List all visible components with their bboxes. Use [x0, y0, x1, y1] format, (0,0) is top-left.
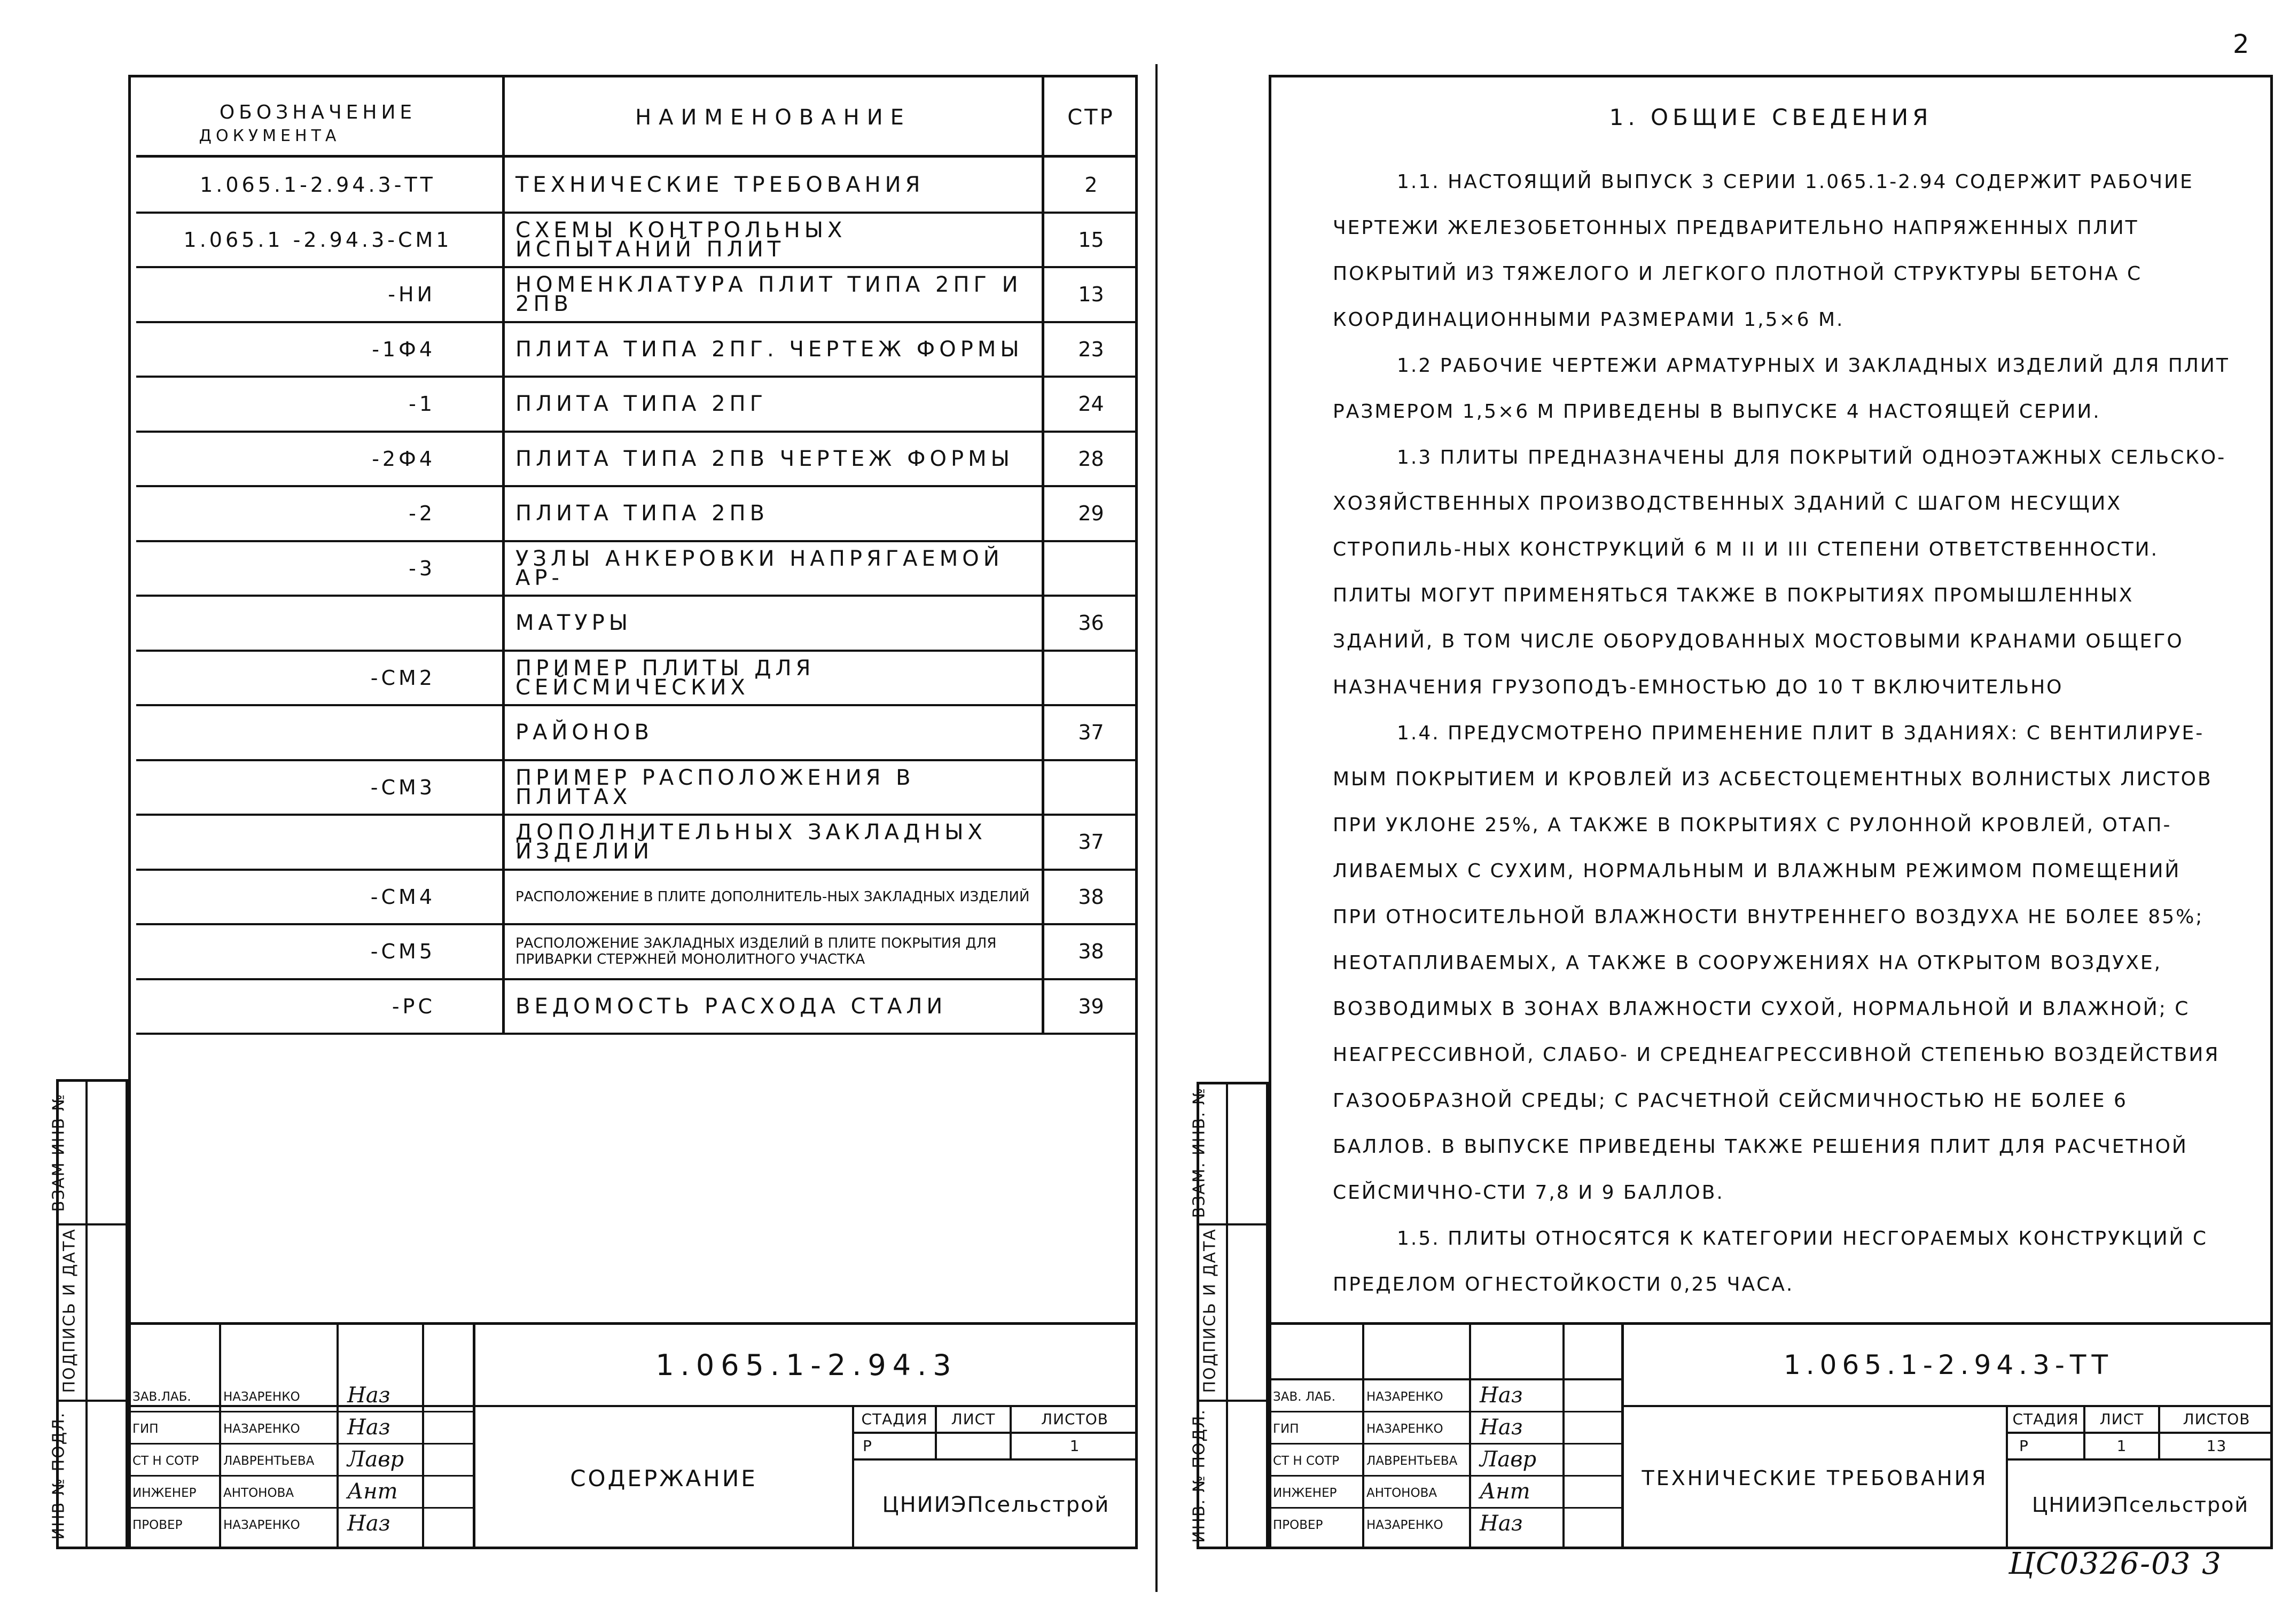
stamp-vzam-right: ВЗАМ. ИНВ. № [1190, 1087, 1209, 1219]
right-stage-label: СТАДИЯ [2012, 1410, 2079, 1428]
left-stage-label: СТАДИЯ [861, 1410, 928, 1428]
right-sheets-label: ЛИСТОВ [2183, 1410, 2250, 1428]
paragraph-3: 1.3 ПЛИТЫ ПРЕДНАЗНАЧЕНЫ ДЛЯ ПОКРЫТИЙ ОДНОЭТАЖНЫХ СЕЛЬСКО-ХОЗЯЙСТВЕННЫХ ПРОИЗВОДСТВЕННЫХ ЗДАНИЙ С ШАГОМ НЕСУЩИХ СТРОПИЛЬ-НЫХ КОНСТРУКЦИЙ 6 М II И III СТЕПЕНИ ОТВЕТСТВЕННОСТИ. ПЛИТЫ МОГУТ ПРИМЕНЯТЬСЯ ТАКЖЕ В ПОКРЫТИЯХ ПРОМЫШЛЕННЫХ ЗДАНИЙ, В ТОМ ЧИСЛЕ ОБОРУДОВАННЫХ МОСТОВЫМИ КРАНАМИ ОБЩЕГО НАЗНАЧЕНИЯ ГРУЗОПОДЪ-ЕМНОСТЬЮ ДО 10 Т ВКЛЮЧИТЕЛЬНО [1333, 447, 2226, 698]
signature: Лавр [1480, 1447, 1537, 1472]
left-doc-title: СОДЕРЖАНИЕ [570, 1465, 757, 1492]
toc-name: ДОПОЛНИТЕЛЬНЫХ ЗАКЛАДНЫХ ИЗДЕЛИЙ [515, 820, 987, 864]
stamp-vzam: ВЗАМ ИНВ № [49, 1093, 68, 1212]
toc-designation: -1Ф4 [372, 337, 435, 361]
toc-page [1044, 541, 1138, 596]
staff-name: НАЗАРЕНКО [1366, 1390, 1443, 1404]
toc-name: ВЕДОМОСТЬ РАСХОДА СТАЛИ [515, 994, 947, 1019]
toc-page: 13 [1078, 283, 1104, 307]
right-stage: Р [2019, 1437, 2029, 1455]
toc-name: РАСПОЛОЖЕНИЕ В ПЛИТЕ ДОПОЛНИТЕЛЬ-НЫХ ЗАКЛАДНЫХ ИЗДЕЛИЙ [515, 888, 1030, 905]
toc-designation: -РС [392, 994, 435, 1018]
toc-name: ПЛИТА ТИПА 2ПГ [515, 392, 768, 417]
toc-designation: -2 [409, 502, 435, 526]
staff-name: НАЗАРЕНКО [223, 1518, 300, 1532]
toc-page: 28 [1078, 447, 1104, 471]
toc-page [1044, 651, 1138, 706]
signature: Наз [347, 1511, 390, 1536]
staff-role: СТ Н СОТР [1273, 1454, 1340, 1468]
left-doc-code: 1.065.1-2.94.3 [655, 1348, 958, 1382]
signature: Наз [1480, 1415, 1523, 1440]
staff-role: СТ Н СОТР [132, 1454, 199, 1468]
staff-name: НАЗАРЕНКО [223, 1390, 300, 1404]
right-doc-code: 1.065.1-2.94.3-ТТ [1783, 1349, 2114, 1380]
right-doc-title: ТЕХНИЧЕСКИЕ ТРЕБОВАНИЯ [1642, 1466, 1988, 1490]
sheet-separator [1155, 64, 1158, 1592]
staff-role: ГИП [132, 1422, 159, 1436]
toc-page: 36 [1078, 611, 1104, 635]
toc-page: 23 [1078, 337, 1104, 361]
left-sheet-label: ЛИСТ [951, 1410, 996, 1428]
toc-name: СХЕМЫ КОНТРОЛЬНЫХ ИСПЫТАНИЙ ПЛИТ [515, 217, 847, 262]
toc-designation: -СМ3 [370, 775, 435, 799]
toc-designation: -1 [409, 392, 435, 416]
staff-role: ИНЖЕНЕР [1273, 1486, 1337, 1500]
header-name: НАИМЕНОВАНИЕ [635, 105, 911, 130]
toc-page: 15 [1078, 228, 1104, 252]
staff-role: ЗАВ.ЛАБ. [132, 1390, 191, 1404]
toc-designation: 1.065.1-2.94.3-ТТ [200, 173, 436, 197]
right-sheet-label: ЛИСТ [2099, 1410, 2144, 1428]
toc-designation: -НИ [388, 283, 435, 307]
staff-role: ГИП [1273, 1422, 1299, 1436]
left-sheet: 1 [1069, 1437, 1080, 1455]
toc-designation: -3 [409, 556, 435, 580]
staff-name: НАЗАРЕНКО [1366, 1518, 1443, 1532]
staff-role: ЗАВ. ЛАБ. [1273, 1390, 1335, 1404]
stamp-inv-right: ИНВ. № ПОДЛ. [1190, 1408, 1209, 1543]
toc-page: 24 [1078, 392, 1104, 416]
toc-designation: -СМ5 [370, 940, 435, 964]
toc-page: 38 [1078, 940, 1104, 964]
toc-page: 37 [1078, 721, 1104, 745]
page-number: 2 [2233, 29, 2249, 59]
toc-name: МАТУРЫ [515, 611, 632, 636]
stamp-podpis-right: ПОДПИСЬ И ДАТА [1200, 1228, 1220, 1393]
staff-name: НАЗАРЕНКО [223, 1422, 300, 1436]
toc-name: ПРИМЕР ПЛИТЫ ДЛЯ СЕЙСМИЧЕСКИХ [515, 655, 815, 700]
toc-name: РАСПОЛОЖЕНИЕ ЗАКЛАДНЫХ ИЗДЕЛИЙ В ПЛИТЕ ПОКРЫТИЯ ДЛЯ ПРИВАРКИ СТЕРЖНЕЙ МОНОЛИТНОГО УЧАСТКА [515, 935, 997, 968]
staff-name: АНТОНОВА [1366, 1486, 1437, 1500]
signature: Лавр [347, 1447, 404, 1472]
section-title: 1. ОБЩИЕ СВЕДЕНИЯ [1609, 104, 1933, 130]
toc-page: 37 [1078, 830, 1104, 854]
toc-designation: -СМ2 [370, 666, 435, 690]
toc-designation [136, 596, 435, 651]
toc-designation [136, 705, 435, 760]
right-sheet: 1 [2116, 1437, 2127, 1455]
staff-name: ЛАВРЕНТЬЕВА [223, 1454, 315, 1468]
signature: Наз [1480, 1383, 1523, 1408]
paragraph-5: 1.5. ПЛИТЫ ОТНОСЯТСЯ К КАТЕГОРИИ НЕСГОРАЕМЫХ КОНСТРУКЦИЙ С ПРЕДЕЛОМ ОГНЕСТОЙКОСТИ 0,25 ЧАСА. [1333, 1228, 2208, 1295]
stamp-podpis: ПОДПИСЬ И ДАТА [60, 1228, 79, 1393]
staff-role: ИНЖЕНЕР [132, 1486, 197, 1500]
signature: Ант [1480, 1479, 1530, 1504]
signature: Ант [347, 1479, 398, 1504]
toc-page: 2 [1084, 173, 1098, 197]
header-designation-2: ДОКУМЕНТА [199, 126, 341, 145]
stamp-inv: ИНВ № ПОДЛ. [49, 1411, 68, 1540]
toc-page: 39 [1078, 994, 1104, 1018]
paragraph-4: 1.4. ПРЕДУСМОТРЕНО ПРИМЕНЕНИЕ ПЛИТ В ЗДАНИЯХ: С ВЕНТИЛИРУЕ-МЫМ ПОКРЫТИЕМ И КРОВЛЕЙ ИЗ АСБЕСТОЦЕМЕНТНЫХ ВОЛНИСТЫХ ЛИСТОВ ПРИ УКЛОНЕ 25%, А ТАКЖЕ В ПОКРЫТИЯХ С РУЛОННОЙ КРОВЛЕЙ, ОТАП-ЛИВАЕМЫХ С СУХИМ, НОРМАЛЬНЫМ И ВЛАЖНЫМ РЕЖИМОМ ПОМЕЩЕНИЙ ПРИ ОТНОСИТЕЛЬНОЙ ВЛАЖНОСТИ ВНУТРЕННЕГО ВОЗДУХА НЕ БОЛЕЕ 85%; НЕОТАПЛИВАЕМЫХ, А ТАКЖЕ В СООРУЖЕНИЯХ НА ОТКРЫТОМ ВОЗДУХЕ, ВОЗВОДИМЫХ В ЗОНАХ ВЛАЖНОСТИ СУХОЙ, НОРМАЛЬНОЙ И ВЛАЖНОЙ; С НЕАГРЕССИВНОЙ, СЛАБО- И СРЕДНЕАГРЕССИВНОЙ СТЕПЕНЬЮ ВОЗДЕЙСТВИЯ ГАЗООБРАЗНОЙ СРЕДЫ; С РАСЧЕТНОЙ СЕЙСМИЧНОСТЬЮ НЕ БОЛЕЕ 6 БАЛЛОВ. В ВЫПУСКЕ ПРИВЕДЕНЫ ТАКЖЕ РЕШЕНИЯ ПЛИТ ДЛЯ РАСЧЕТНОЙ СЕЙСМИЧНО-СТИ 7,8 И 9 БАЛЛОВ. [1333, 722, 2220, 1204]
staff-role: ПРОВЕР [1273, 1518, 1323, 1532]
toc-name: ПРИМЕР РАСПОЛОЖЕНИЯ В ПЛИТАХ [515, 765, 915, 809]
toc-page: 29 [1078, 502, 1104, 526]
left-sheets-label: ЛИСТОВ [1041, 1410, 1108, 1428]
staff-role: ПРОВЕР [132, 1518, 183, 1532]
staff-name: НАЗАРЕНКО [1366, 1422, 1443, 1436]
staff-name: ЛАВРЕНТЬЕВА [1366, 1454, 1458, 1468]
paragraph-1: 1.1. НАСТОЯЩИЙ ВЫПУСК 3 СЕРИИ 1.065.1-2.94 СОДЕРЖИТ РАБОЧИЕ ЧЕРТЕЖИ ЖЕЛЕЗОБЕТОННЫХ ПРЕДВАРИТЕЛЬНО НАПРЯЖЕННЫХ ПЛИТ ПОКРЫТИЙ ИЗ ТЯЖЕЛОГО И ЛЕГКОГО ПЛОТНОЙ СТРУКТУРЫ БЕТОНА С КООРДИНАЦИОННЫМИ РАЗМЕРАМИ 1,5×6 М. [1333, 171, 2194, 331]
toc-name: НОМЕНКЛАТУРА ПЛИТ ТИПА 2ПГ И 2ПВ [515, 272, 1022, 317]
toc-page [1044, 760, 1138, 815]
toc-page: 38 [1078, 885, 1104, 909]
toc-name: ПЛИТА ТИПА 2ПГ. ЧЕРТЕЖ ФОРМЫ [515, 337, 1023, 362]
signature: Наз [347, 1383, 390, 1408]
toc-designation: -2Ф4 [372, 447, 435, 471]
signature: Наз [347, 1415, 390, 1440]
toc-name: УЗЛЫ АНКЕРОВКИ НАПРЯГАЕМОЙ АР- [515, 546, 1004, 590]
toc-name: ПЛИТА ТИПА 2ПВ [515, 501, 769, 526]
toc-designation: 1.065.1 -2.94.3-СМ1 [183, 228, 452, 252]
staff-name: АНТОНОВА [223, 1486, 294, 1500]
toc-designation: -СМ4 [370, 885, 435, 909]
paragraph-2: 1.2 РАБОЧИЕ ЧЕРТЕЖИ АРМАТУРНЫХ И ЗАКЛАДНЫХ ИЗДЕЛИЙ ДЛЯ ПЛИТ РАЗМЕРОМ 1,5×6 М ПРИВЕДЕНЫ В ВЫПУСКЕ 4 НАСТОЯЩЕЙ СЕРИИ. [1333, 355, 2230, 423]
right-sheets: 13 [2206, 1437, 2227, 1455]
right-org: ЦНИИЭПсельстрой [2031, 1493, 2249, 1517]
toc-name: ПЛИТА ТИПА 2ПВ ЧЕРТЕЖ ФОРМЫ [515, 446, 1014, 471]
left-org: ЦНИИЭПсельстрой [882, 1493, 1110, 1517]
header-designation: ОБОЗНАЧЕНИЕ [219, 101, 417, 123]
signature: Наз [1480, 1511, 1523, 1536]
toc-name: РАЙОНОВ [515, 720, 653, 745]
toc-name: ТЕХНИЧЕСКИЕ ТРЕБОВАНИЯ [515, 173, 925, 198]
left-stage: Р [863, 1437, 872, 1455]
archive-code: ЦС0326-03 3 [2008, 1547, 2222, 1581]
header-page: СТР [1067, 105, 1115, 130]
toc-designation [136, 815, 435, 870]
